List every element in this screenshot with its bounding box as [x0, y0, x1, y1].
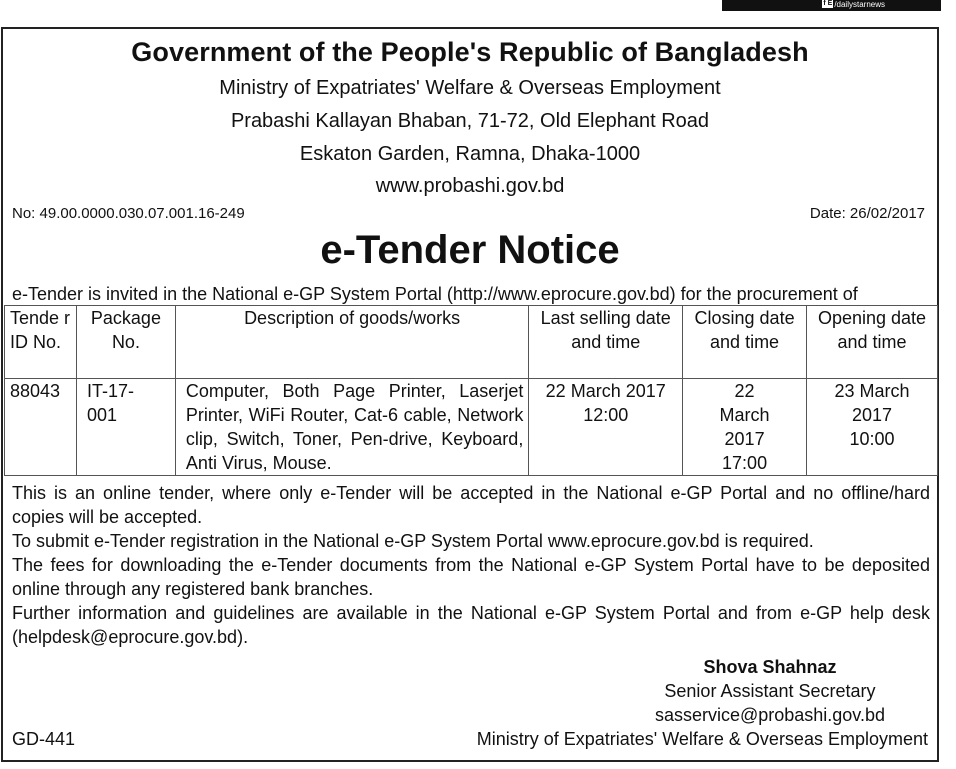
table-header-row [5, 306, 938, 379]
website-link[interactable]: www.probashi.gov.bd [375, 175, 565, 197]
government-title: Government of the People's Republic of Bangladesh [131, 37, 809, 67]
paragraph-online-tender: This is an online tender, where only e-Tender will be accepted in the National e-GP Portal and no offline/hard copies will be accepted. [12, 483, 930, 527]
address-line-2: Eskaton Garden, Ramna, Dhaka-1000 [299, 143, 641, 165]
cell-last-selling: 22 March 2017 12:00 [529, 379, 683, 476]
closing-time: 17:00 [722, 453, 768, 473]
signature-block [655, 655, 885, 727]
signatory-ministry: Ministry of Expatriates' Welfare & Overseas Employment [476, 729, 928, 749]
tender-notice-frame [1, 27, 939, 762]
signatory-email[interactable]: sasservice@probashi.gov.bd [654, 705, 885, 725]
header-closing: Closing date and time [683, 306, 807, 379]
tender-table [4, 305, 938, 476]
footer-code: GD-441 [12, 729, 76, 749]
cell-package-no: IT-17-001 [76, 379, 175, 476]
social-logo-icon: f E [823, 0, 833, 7]
header-package-no: Package No. [76, 306, 175, 379]
signatory-name: Shova Shahnaz [703, 657, 837, 677]
header-last-selling: Last selling date and time [529, 306, 683, 379]
header-description: Description of goods/works [175, 306, 528, 379]
header-opening: Opening date and time [807, 306, 938, 379]
paragraph-fees: The fees for downloading the e-Tender documents from the National e-GP System Portal have to be deposited online through any registered bank branches. [12, 555, 930, 599]
table-row [5, 379, 938, 476]
notice-date: Date: 26/02/2017 [809, 205, 925, 222]
header-tender-id: Tende r ID No. [5, 306, 77, 379]
address-line-1: Prabashi Kallayan Bhaban, 71-72, Old Elephant Road [230, 110, 710, 132]
reference-number: No: 49.00.0000.030.07.001.16-249 [12, 205, 245, 222]
paragraph-further-info: Further information and guidelines are available in the National e-GP System Portal and from e-GP help desk (helpdesk@eprocure.gov.bd). [12, 603, 930, 647]
cell-opening [807, 379, 938, 476]
ministry-name: Ministry of Expatriates' Welfare & Overseas Employment [219, 77, 721, 99]
opening-date: 23 March 2017 [834, 381, 910, 425]
paragraph-registration: To submit e-Tender registration in the National e-GP System Portal www.eprocure.gov.bd is required. [12, 531, 814, 551]
social-handle: /dailystarnews [834, 0, 885, 9]
source-banner [722, 0, 941, 11]
opening-time: 10:00 [849, 429, 895, 449]
cell-description: Computer, Both Page Printer, Laserjet Printer, WiFi Router, Cat-6 cable, Network clip, Switch, Toner, Pen-drive, Keyboard, Anti Virus, Mouse. [175, 379, 528, 476]
closing-date: 22 March 2017 [719, 381, 770, 449]
intro-text: e-Tender is invited in the National e-GP System Portal (http://www.eprocure.gov.bd) for the procurement of [12, 284, 858, 304]
signatory-title: Senior Assistant Secretary [664, 681, 876, 701]
cell-tender-id: 88043 [5, 379, 77, 476]
cell-closing [683, 379, 807, 476]
notice-title: e-Tender Notice [320, 228, 620, 272]
